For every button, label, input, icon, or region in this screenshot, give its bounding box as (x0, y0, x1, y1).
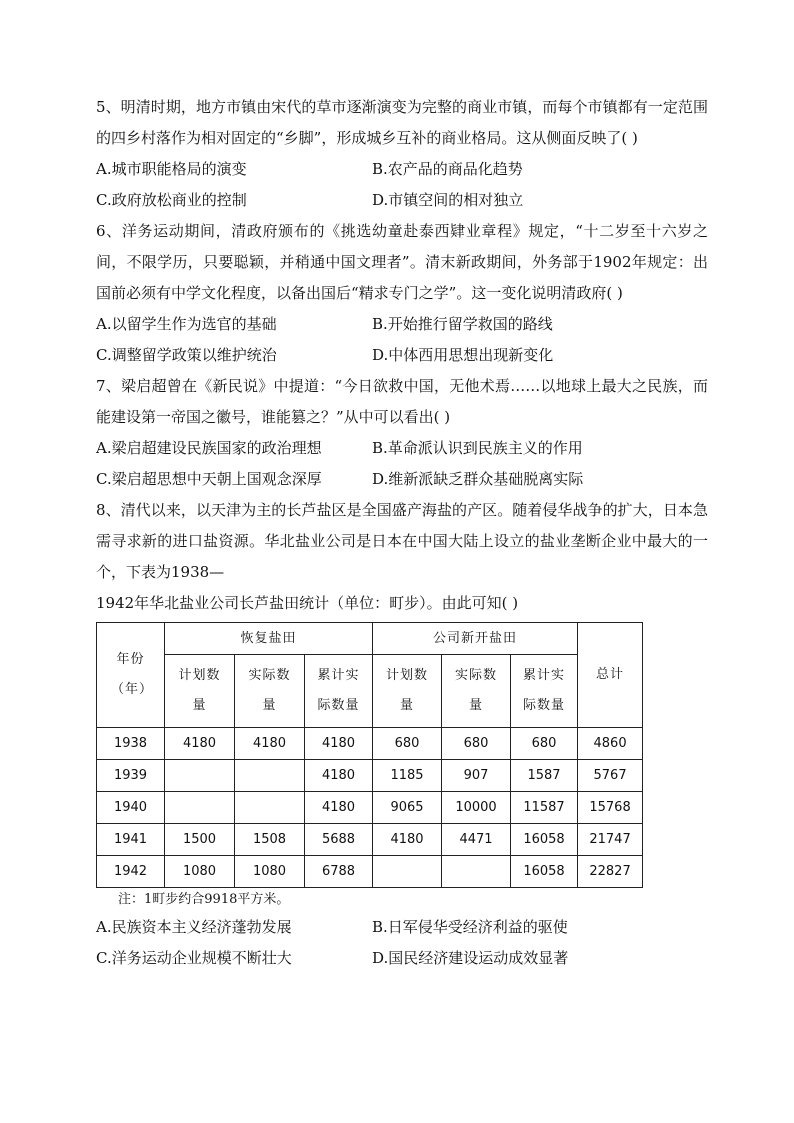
table-cell: 4180 (305, 792, 373, 824)
table-cell (165, 792, 235, 824)
table-row (97, 760, 643, 792)
salt-field-table (96, 622, 643, 888)
table-cell: 680 (373, 728, 442, 760)
table-row (97, 792, 643, 824)
table-cell: 11587 (511, 792, 578, 824)
cell-year: 1942 (97, 856, 165, 888)
table-cell: 4471 (442, 824, 511, 856)
table-cell: 6788 (305, 856, 373, 888)
exam-page (96, 92, 708, 974)
cell-year: 1940 (97, 792, 165, 824)
question-6 (96, 216, 708, 371)
table-row (97, 728, 643, 760)
table-cell (165, 760, 235, 792)
option-c: C.调整留学政策以维护统治 (96, 346, 277, 364)
table-cell: 9065 (373, 792, 442, 824)
table-cell: 4180 (235, 728, 305, 760)
table-body (97, 728, 643, 888)
question-stem: 6、洋务运动期间，清政府颁布的《挑选幼童赴泰西肄业章程》规定，“十二岁至十六岁之间，不限学历，只要聪颖，并稍通中国文理者”。清末新政期间，外务部于1902年规定：出国前必须有中学文化程度，以备出国后“精求专门之学”。这一变化说明清政府( ) (96, 222, 708, 302)
question-5 (96, 92, 708, 216)
option-c: C.洋务运动企业规模不断壮大 (96, 949, 292, 967)
table-cell: 1508 (235, 824, 305, 856)
option-c: C.梁启超思想中天朝上国观念深厚 (96, 470, 322, 488)
table-cell: 1185 (373, 760, 442, 792)
header-total: 总计 (578, 623, 643, 728)
cell-year: 1941 (97, 824, 165, 856)
option-b: B.革命派认识到民族主义的作用 (372, 439, 583, 457)
option-d: D.中体西用思想出现新变化 (372, 346, 554, 364)
table-cell: 680 (511, 728, 578, 760)
table-cell: 1587 (511, 760, 578, 792)
header-plan: 计划数量 (165, 655, 235, 728)
option-d: D.维新派缺乏群众基础脱离实际 (372, 470, 584, 488)
question-stem-line2: 1942年华北盐业公司长芦盐田统计（单位：町步）。由此可知( ) (96, 594, 519, 612)
table-cell: 15768 (578, 792, 643, 824)
option-b: B.开始推行留学救国的路线 (372, 315, 553, 333)
options (96, 433, 708, 495)
table-cell (373, 856, 442, 888)
table-note: 注：1町步约合9918平方米。 (118, 892, 290, 907)
table-cell: 5767 (578, 760, 643, 792)
option-c: C.政府放松商业的控制 (96, 191, 247, 209)
option-b: B.日军侵华受经济利益的驱使 (372, 918, 568, 936)
table-cell: 16058 (511, 824, 578, 856)
table-cell: 1080 (165, 856, 235, 888)
table-cell: 1080 (235, 856, 305, 888)
table-cell: 4180 (305, 728, 373, 760)
option-a: A.以留学生作为选官的基础 (96, 315, 277, 333)
option-d: D.市镇空间的相对独立 (372, 191, 524, 209)
cell-year: 1938 (97, 728, 165, 760)
table-cell: 22827 (578, 856, 643, 888)
header-plan: 计划数量 (373, 655, 442, 728)
question-stem: 5、明清时期，地方市镇由宋代的草市逐渐演变为完整的商业市镇，而每个市镇都有一定范围的四乡村落作为相对固定的“乡脚”，形成城乡互补的商业格局。这从侧面反映了( ) (96, 98, 708, 147)
option-a: A.民族资本主义经济蓬勃发展 (96, 918, 292, 936)
options (96, 154, 708, 216)
option-d: D.国民经济建设运动成效显著 (372, 949, 569, 967)
table-cell: 4180 (373, 824, 442, 856)
table-cell: 4860 (578, 728, 643, 760)
table-cell: 21747 (578, 824, 643, 856)
question-7 (96, 371, 708, 495)
question-8 (96, 495, 708, 974)
cell-year: 1939 (97, 760, 165, 792)
table-cell (442, 856, 511, 888)
table-cell (235, 792, 305, 824)
option-b: B.农产品的商品化趋势 (372, 160, 523, 178)
options (96, 912, 708, 974)
option-a: A.梁启超建设民族国家的政治理想 (96, 439, 322, 457)
table-row (97, 824, 643, 856)
table-cell: 10000 (442, 792, 511, 824)
table-cell: 4180 (165, 728, 235, 760)
table-cell: 1500 (165, 824, 235, 856)
table-cell (235, 760, 305, 792)
header-cumulative: 累计实际数量 (305, 655, 373, 728)
table-cell: 5688 (305, 824, 373, 856)
table-row (97, 856, 643, 888)
table-cell: 16058 (511, 856, 578, 888)
question-stem: 7、梁启超曾在《新民说》中提道：“今日欲救中国，无他术焉……以地球上最大之民族，而能建设第一帝国之徽号，谁能篡之？”从中可以看出( ) (96, 377, 708, 426)
header-actual: 实际数量 (235, 655, 305, 728)
header-actual: 实际数量 (442, 655, 511, 728)
table-cell: 907 (442, 760, 511, 792)
header-year: 年份（年） (97, 623, 165, 728)
header-cumulative: 累计实际数量 (511, 655, 578, 728)
header-restored-fields: 恢复盐田 (165, 623, 373, 655)
question-stem: 8、清代以来，以天津为主的长芦盐区是全国盛产海盐的产区。随着侵华战争的扩大，日本急需寻求新的进口盐资源。华北盐业公司是日本在中国大陆上设立的盐业垄断企业中最大的一个，下表为1938— (96, 501, 708, 581)
table-cell: 4180 (305, 760, 373, 792)
options (96, 309, 708, 371)
header-new-fields: 公司新开盐田 (373, 623, 578, 655)
option-a: A.城市职能格局的演变 (96, 160, 247, 178)
table-cell: 680 (442, 728, 511, 760)
